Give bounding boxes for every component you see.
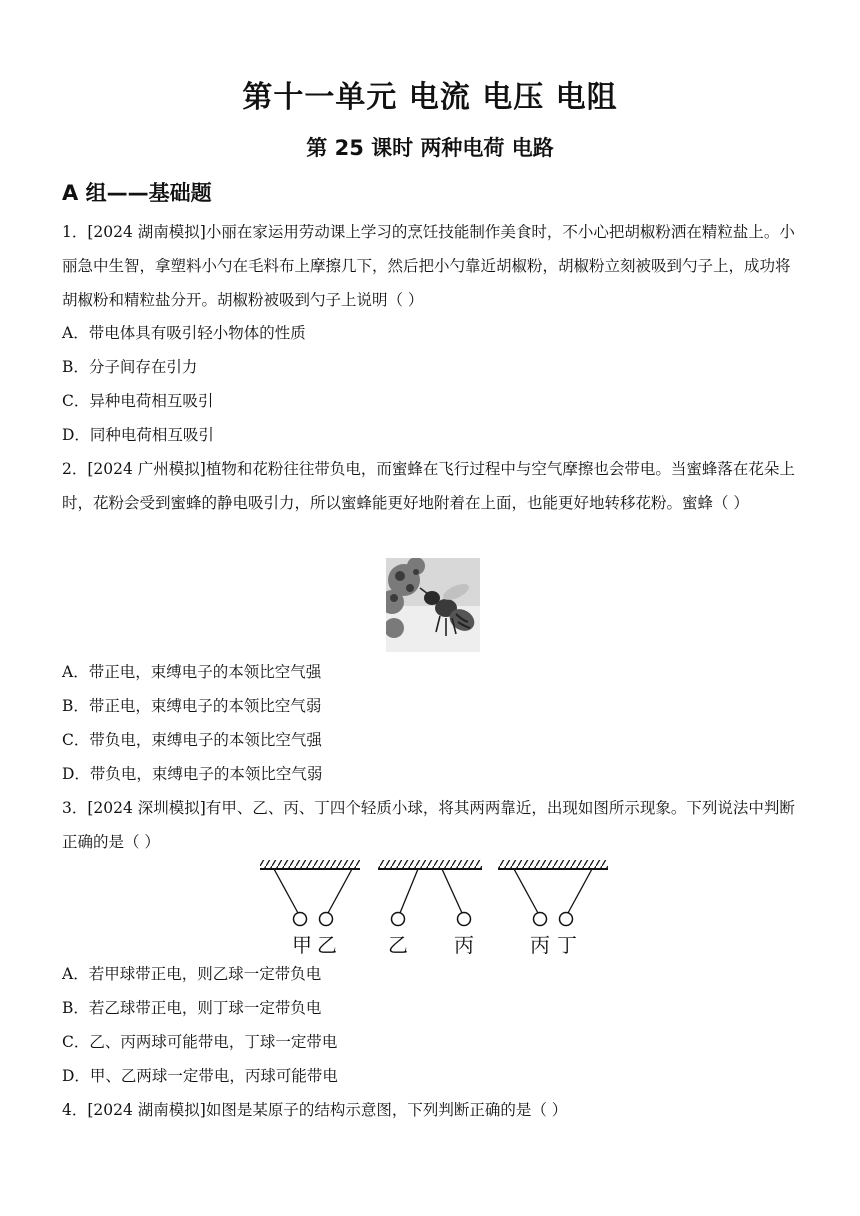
question-3-option-a: A．若甲球带正电，则乙球一定带负电 [62, 965, 322, 983]
bee-photo [386, 558, 480, 652]
ball-jia-1 [294, 913, 307, 926]
question-3-option-c: C．乙、丙两球可能带电，丁球一定带电 [62, 1033, 338, 1051]
page-title: 第十一单元 电流 电压 电阻 [242, 80, 618, 115]
question-2-option-d: D．带负电，束缚电子的本领比空气弱 [62, 765, 323, 783]
question-2-stem: 2．[2024 广州模拟]植物和花粉往往带负电，而蜜蜂在飞行过程中与空气摩擦也会带电。当蜜蜂落在花朵上时，花粉会受到蜜蜂的静电吸引力，所以蜜蜂能更好地附着在上面，也能更好地转移花粉。蜜蜂（ ） [62, 460, 795, 512]
question-3-option-d: D．甲、乙两球一定带电，丙球可能带电 [62, 1067, 338, 1085]
section-heading: A 组——基础题 [62, 181, 212, 205]
lesson-subtitle: 第 25 课时 两种电荷 电路 [306, 136, 554, 160]
ceiling-1 [260, 860, 360, 869]
question-2-option-c: C．带负电，束缚电子的本领比空气强 [62, 731, 322, 749]
ball-label-bing-1: 丙 [454, 933, 474, 957]
ceiling-2 [378, 860, 482, 869]
ball-label-yi-1: 乙 [317, 933, 337, 957]
ball-ding-1 [560, 913, 573, 926]
ball-label-jia: 甲 [292, 933, 312, 957]
ball-bing-2 [534, 913, 547, 926]
ball-label-ding: 丁 [557, 933, 577, 957]
hanging-balls-figure [254, 856, 614, 960]
question-2-option-a: A．带正电，束缚电子的本领比空气强 [62, 663, 322, 681]
question-4-stem: 4．[2024 湖南模拟]如图是某原子的结构示意图，下列判断正确的是（ ） [62, 1101, 568, 1119]
ball-yi-2 [392, 913, 405, 926]
ceiling-3 [498, 860, 608, 869]
question-3-option-b: B．若乙球带正电，则丁球一定带负电 [62, 999, 322, 1017]
question-1-option-b: B．分子间存在引力 [62, 358, 198, 376]
ball-bing-1 [458, 913, 471, 926]
question-1-option-c: C．异种电荷相互吸引 [62, 392, 214, 410]
ball-yi-1 [320, 913, 333, 926]
question-1-option-a: A．带电体具有吸引轻小物体的性质 [62, 324, 306, 342]
question-1-option-d: D．同种电荷相互吸引 [62, 426, 214, 444]
ball-label-yi-2: 乙 [388, 933, 408, 957]
question-3-stem: 3．[2024 深圳模拟]有甲、乙、丙、丁四个轻质小球，将其两两靠近，出现如图所示现象。下列说法中判断正确的是（ ） [62, 799, 795, 851]
question-2-option-b: B．带正电，束缚电子的本领比空气弱 [62, 697, 322, 715]
question-1-stem: 1．[2024 湖南模拟]小丽在家运用劳动课上学习的烹饪技能制作美食时，不小心把胡椒粉洒在精粒盐上。小丽急中生智，拿塑料小勺在毛料布上摩擦几下，然后把小勺靠近胡椒粉，胡椒粉立刻被吸到勺子上，成功将胡椒粉和精粒盐分开。胡椒粉被吸到勺子上说明（ ） [62, 223, 795, 309]
ball-label-bing-2: 丙 [530, 933, 550, 957]
